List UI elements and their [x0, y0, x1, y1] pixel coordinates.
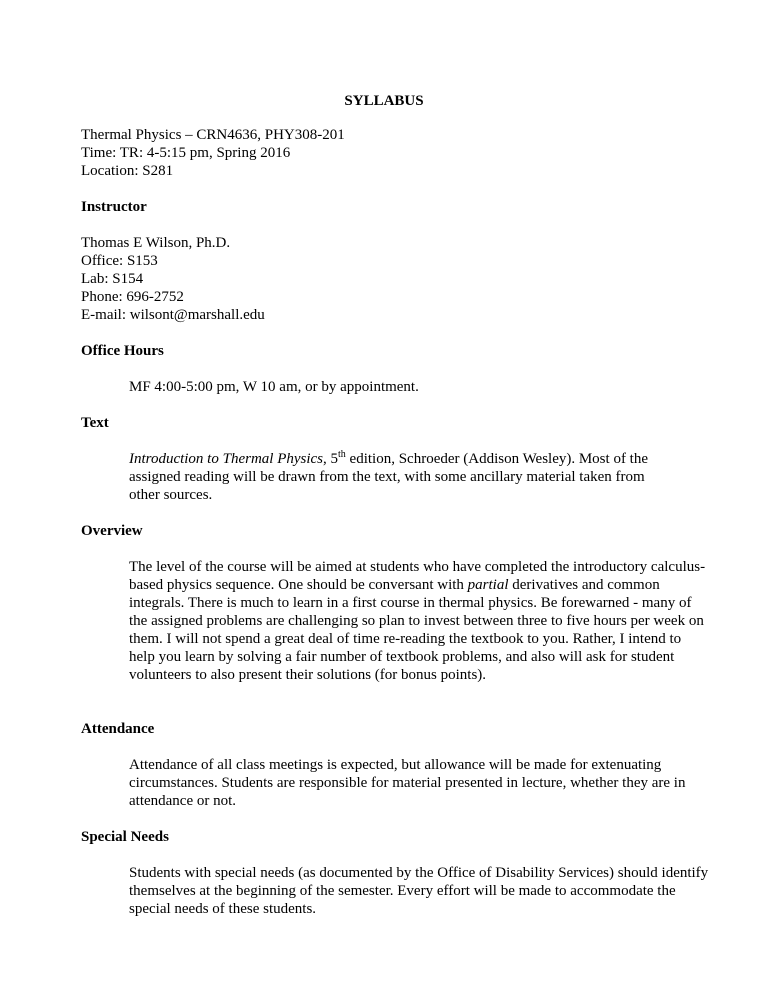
- attendance-paragraph: [129, 756, 709, 810]
- course-time: Time: TR: 4-5:15 pm, Spring 2016: [81, 145, 291, 161]
- course-info: [81, 126, 701, 180]
- instructor-info: [81, 234, 701, 324]
- instructor-name: Thomas E Wilson, Ph.D.: [81, 235, 231, 251]
- overview-line-7: volunteers to also present their solutions (for bonus points).: [129, 667, 487, 683]
- overview-paragraph: [129, 558, 709, 684]
- special-needs-line-2: themselves at the beginning of the semester. Every effort will be made to accommodate the: [129, 883, 676, 899]
- course-location: Location: S281: [81, 163, 174, 179]
- instructor-office: Office: S153: [81, 253, 158, 269]
- overview-line-2: [129, 576, 709, 594]
- text-paragraph: [129, 450, 709, 504]
- attendance-line-1: Attendance of all class meetings is expected, but allowance will be made for extenuating: [129, 757, 662, 773]
- instructor-lab: Lab: S154: [81, 271, 144, 287]
- text-line-3: other sources.: [129, 487, 213, 503]
- book-title: Introduction to Thermal Physics: [129, 451, 324, 467]
- text-heading: Text: [81, 415, 109, 431]
- overview-emphasis: partial: [467, 577, 509, 593]
- special-needs-line-3: special needs of these students.: [129, 901, 317, 917]
- overview-line-2-start: based physics sequence. One should be conversant with: [129, 577, 468, 593]
- course-name: Thermal Physics – CRN4636, PHY308-201: [81, 127, 345, 143]
- text-line-2: assigned reading will be drawn from the text, with some ancillary material taken from: [129, 469, 645, 485]
- special-needs-heading: Special Needs: [81, 829, 169, 845]
- office-hours-heading: Office Hours: [81, 343, 164, 359]
- edition-number: , 5: [323, 451, 339, 467]
- overview-line-6: help you learn by solving a fair number of textbook problems, and also will ask for student: [129, 649, 675, 665]
- text-line-1: [129, 450, 709, 468]
- office-hours-text: MF 4:00-5:00 pm, W 10 am, or by appointment.: [129, 379, 419, 395]
- overview-line-2-end: derivatives and common: [508, 577, 660, 593]
- attendance-line-3: attendance or not.: [129, 793, 237, 809]
- overview-heading: Overview: [81, 523, 143, 539]
- attendance-line-2: circumstances. Students are responsible for material presented in lecture, whether they are in: [129, 775, 686, 791]
- edition-suffix: th: [338, 449, 346, 460]
- instructor-heading: Instructor: [81, 199, 147, 215]
- overview-line-4: the assigned problems are challenging so plan to invest between three to five hours per week on: [129, 613, 704, 629]
- text-line-1-rest: edition, Schroeder (Addison Wesley). Most of the: [345, 451, 649, 467]
- special-needs-paragraph: [129, 864, 709, 918]
- overview-line-1: The level of the course will be aimed at students who have completed the introductory calculus-: [129, 559, 706, 575]
- overview-line-5: them. I will not spend a great deal of time re-reading the textbook to you. Rather, I intend to: [129, 631, 682, 647]
- instructor-phone: Phone: 696-2752: [81, 289, 184, 305]
- overview-line-3: integrals. There is much to learn in a first course in thermal physics. Be forewarned - many of: [129, 595, 692, 611]
- attendance-heading: Attendance: [81, 721, 155, 737]
- instructor-email: E-mail: wilsont@marshall.edu: [81, 307, 265, 323]
- special-needs-line-1: Students with special needs (as documented by the Office of Disability Services) should identify: [129, 865, 709, 881]
- page-title: SYLLABUS: [344, 93, 424, 109]
